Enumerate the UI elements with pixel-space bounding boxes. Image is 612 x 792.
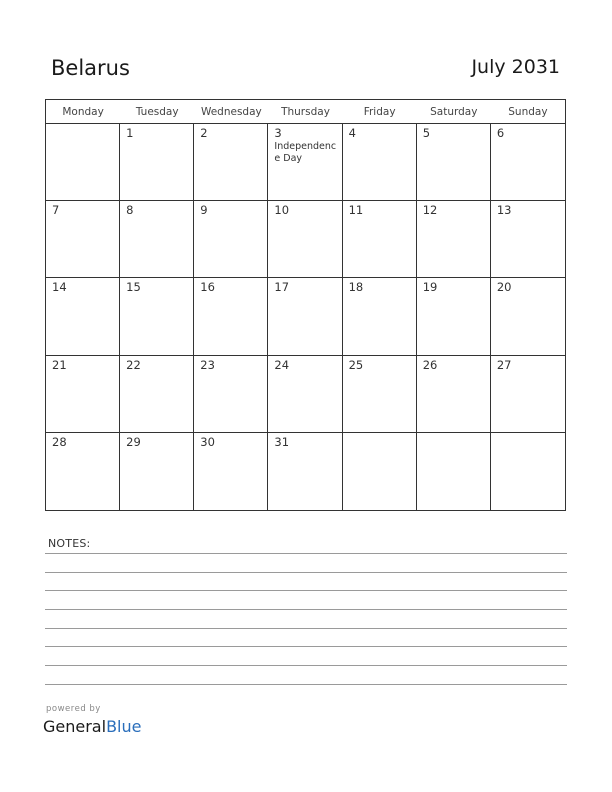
day-cell-8[interactable] [120, 201, 194, 278]
weekday-header-sunday: Sunday [491, 100, 565, 124]
day-cell-14[interactable] [46, 278, 120, 355]
day-number: 1 [126, 126, 134, 140]
empty-day-cell [491, 433, 565, 510]
day-number: 2 [200, 126, 208, 140]
day-number: 4 [348, 126, 356, 140]
day-number: 24 [274, 357, 290, 372]
day-number: 28 [52, 434, 67, 449]
day-number: 25 [348, 357, 364, 372]
month-year-title: July 2031 [471, 56, 560, 78]
day-cell-22[interactable] [120, 356, 194, 433]
day-cell-4[interactable] [343, 124, 417, 201]
day-number: 10 [274, 203, 290, 218]
brand-blue-text: Blue [106, 717, 142, 736]
day-number: 16 [200, 280, 215, 295]
day-cell-19[interactable] [417, 278, 491, 355]
calendar-grid [45, 99, 566, 511]
day-cell-5[interactable] [417, 124, 491, 201]
day-number: 23 [200, 357, 215, 372]
powered-by-text: powered by [46, 704, 101, 714]
note-line [45, 646, 567, 647]
day-cell-3[interactable] [268, 124, 342, 201]
day-cell-9[interactable] [194, 201, 268, 278]
day-cell-11[interactable] [343, 201, 417, 278]
day-number: 8 [126, 203, 134, 218]
day-cell-25[interactable] [343, 356, 417, 433]
day-number: 29 [126, 434, 141, 449]
weekday-header-friday: Friday [343, 100, 417, 124]
weekday-header-monday: Monday [46, 100, 120, 124]
holiday-label: Independence Day [274, 141, 337, 164]
day-cell-17[interactable] [268, 278, 342, 355]
day-number: 13 [496, 203, 512, 218]
day-number: 7 [52, 203, 60, 218]
note-line [45, 553, 567, 554]
note-line [45, 572, 567, 573]
day-cell-20[interactable] [491, 278, 565, 355]
day-number: 14 [52, 280, 67, 295]
day-number: 6 [496, 126, 505, 140]
day-cell-24[interactable] [268, 356, 342, 433]
note-line [45, 665, 567, 666]
day-cell-18[interactable] [343, 278, 417, 355]
day-cell-2[interactable] [194, 124, 268, 201]
day-number: 3 [274, 126, 282, 140]
weekday-header-wednesday: Wednesday [194, 100, 268, 124]
day-cell-23[interactable] [194, 356, 268, 433]
day-cell-28[interactable] [46, 433, 120, 510]
generalblue-logo[interactable] [43, 717, 141, 736]
day-cell-13[interactable] [491, 201, 565, 278]
day-number: 22 [126, 357, 141, 372]
day-cell-10[interactable] [268, 201, 342, 278]
day-number: 20 [496, 280, 512, 295]
day-number: 26 [422, 357, 438, 372]
day-cell-7[interactable] [46, 201, 120, 278]
day-number: 21 [52, 357, 67, 372]
day-cell-21[interactable] [46, 356, 120, 433]
day-number: 9 [200, 203, 208, 218]
day-number: 5 [422, 126, 431, 140]
note-line [45, 684, 567, 685]
day-number: 31 [274, 434, 290, 449]
weekday-header-tuesday: Tuesday [120, 100, 194, 124]
brand-general-text: General [43, 717, 107, 736]
day-cell-1[interactable] [120, 124, 194, 201]
day-cell-31[interactable] [268, 433, 342, 510]
day-number: 30 [200, 434, 215, 449]
day-number: 11 [348, 203, 364, 218]
empty-day-cell [343, 433, 417, 510]
day-number: 17 [274, 280, 290, 295]
country-title: Belarus [51, 56, 130, 80]
empty-day-cell [46, 124, 120, 201]
day-number: 15 [126, 280, 141, 295]
day-cell-16[interactable] [194, 278, 268, 355]
day-cell-26[interactable] [417, 356, 491, 433]
note-line [45, 590, 567, 591]
day-number: 12 [422, 203, 438, 218]
note-line [45, 628, 567, 629]
note-line [45, 609, 567, 610]
empty-day-cell [417, 433, 491, 510]
day-cell-27[interactable] [491, 356, 565, 433]
day-number: 27 [496, 357, 512, 372]
notes-label: NOTES: [48, 537, 91, 550]
day-cell-29[interactable] [120, 433, 194, 510]
day-cell-15[interactable] [120, 278, 194, 355]
day-cell-6[interactable] [491, 124, 565, 201]
day-number: 19 [422, 280, 438, 295]
day-cell-30[interactable] [194, 433, 268, 510]
day-number: 18 [348, 280, 364, 295]
weekday-header-thursday: Thursday [268, 100, 342, 124]
weekday-header-saturday: Saturday [417, 100, 491, 124]
day-cell-12[interactable] [417, 201, 491, 278]
